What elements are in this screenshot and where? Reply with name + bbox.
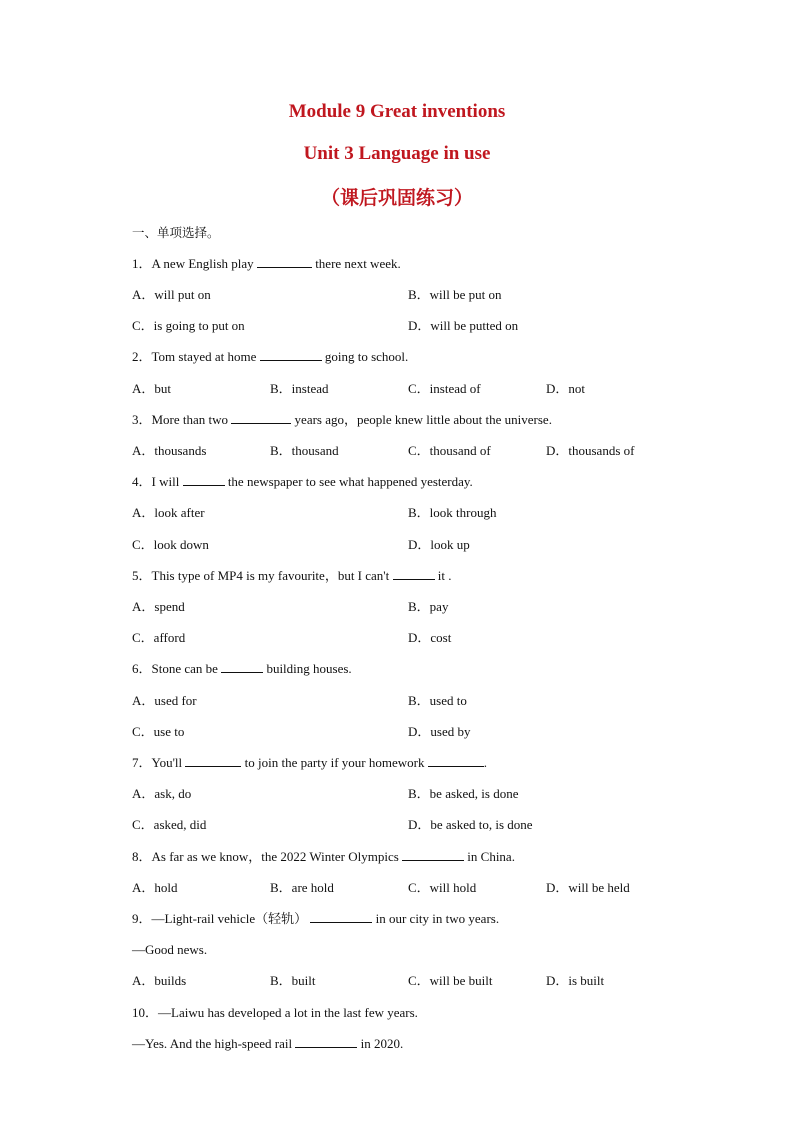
option-a: A．used for	[132, 693, 197, 708]
option-d: D．cost	[408, 630, 452, 645]
question-4	[132, 474, 473, 490]
option-c: C．afford	[132, 630, 186, 645]
option-c: C．use to	[132, 724, 185, 739]
option-d: D．will be putted on	[408, 318, 519, 333]
option-a: A．but	[132, 381, 172, 396]
option-b: B．built	[270, 973, 316, 988]
question-text: 9．—Light-rail vehicle（轻轨）	[132, 911, 308, 926]
question-text: building houses.	[266, 661, 352, 676]
question-text: 1．A new English play	[132, 256, 254, 271]
question-text: 5．This type of MP4 is my favourite，but I can't	[132, 568, 390, 583]
answer-blank	[231, 412, 291, 424]
answer-blank	[295, 1036, 357, 1048]
question-6	[132, 661, 352, 677]
question-5	[132, 568, 452, 584]
question-text: 7．You'll	[132, 755, 183, 770]
option-b: B．instead	[270, 381, 329, 396]
question-text: going to school.	[324, 349, 409, 364]
question-3	[132, 412, 552, 428]
question-text: in China.	[467, 849, 515, 864]
option-a: A．ask, do	[132, 786, 192, 801]
option-b: B．look through	[408, 505, 497, 520]
answer-blank	[428, 755, 484, 767]
question-text: in our city in two years.	[375, 911, 500, 926]
option-a: A．will put on	[132, 287, 211, 302]
option-a: A．builds	[132, 973, 187, 988]
option-c: C．asked, did	[132, 817, 207, 832]
option-b: B．thousand	[270, 443, 339, 458]
question-text: —Yes. And the high-speed rail	[132, 1036, 293, 1051]
question-2	[132, 349, 408, 365]
answer-blank	[257, 256, 312, 268]
section-heading: 一、单项选择。	[132, 225, 220, 240]
question-text: 3．More than two	[132, 412, 229, 427]
answer-blank	[221, 661, 263, 673]
question-text: in 2020.	[360, 1036, 404, 1051]
question-text: the newspaper to see what happened yesterday.	[227, 474, 473, 489]
option-a: A．look after	[132, 505, 205, 520]
option-d: D．thousands of	[546, 443, 635, 458]
option-d: D．is built	[546, 973, 605, 988]
option-b: B．are hold	[270, 880, 334, 895]
dialogue-reply: —Good news.	[132, 942, 208, 957]
question-text: 2．Tom stayed at home	[132, 349, 257, 364]
question-9	[132, 911, 499, 927]
question-text: .	[483, 755, 487, 770]
option-a: A．hold	[132, 880, 178, 895]
answer-blank	[393, 568, 435, 580]
question-10: 10．—Laiwu has developed a lot in the last few years.	[132, 1005, 418, 1020]
option-a: A．spend	[132, 599, 185, 614]
option-c: C．look down	[132, 537, 209, 552]
option-d: D．not	[546, 381, 586, 396]
answer-blank	[260, 349, 322, 361]
question-7	[132, 755, 487, 771]
question-10-reply	[132, 1036, 403, 1052]
question-text: it .	[437, 568, 452, 583]
question-text: 8．As far as we know，the 2022 Winter Olympics	[132, 849, 399, 864]
answer-blank	[185, 755, 241, 767]
option-c: C．thousand of	[408, 443, 491, 458]
option-d: D．be asked to, is done	[408, 817, 533, 832]
option-d: D．look up	[408, 537, 470, 552]
question-8	[132, 849, 515, 865]
answer-blank	[183, 474, 225, 486]
option-b: B．pay	[408, 599, 449, 614]
option-c: C．is going to put on	[132, 318, 245, 333]
option-b: B．will be put on	[408, 287, 502, 302]
option-b: B．used to	[408, 693, 467, 708]
option-c: C．instead of	[408, 381, 481, 396]
answer-blank	[310, 911, 372, 923]
question-text: 4．I will	[132, 474, 180, 489]
question-text: there next week.	[315, 256, 401, 271]
question-text: 6．Stone can be	[132, 661, 218, 676]
option-d: D．will be held	[546, 880, 630, 895]
option-b: B．be asked, is done	[408, 786, 519, 801]
option-d: D．used by	[408, 724, 471, 739]
question-text: to join the party if your homework	[244, 755, 425, 770]
question-text: years ago，people knew little about the universe.	[294, 412, 552, 427]
option-c: C．will be built	[408, 973, 493, 988]
title-unit: Unit 3 Language in use	[303, 143, 491, 164]
option-a: A．thousands	[132, 443, 207, 458]
answer-blank	[402, 849, 464, 861]
option-c: C．will hold	[408, 880, 477, 895]
question-1	[132, 256, 401, 272]
title-module: Module 9 Great inventions	[288, 101, 506, 122]
title-subtitle: （课后巩固练习）	[320, 188, 473, 209]
